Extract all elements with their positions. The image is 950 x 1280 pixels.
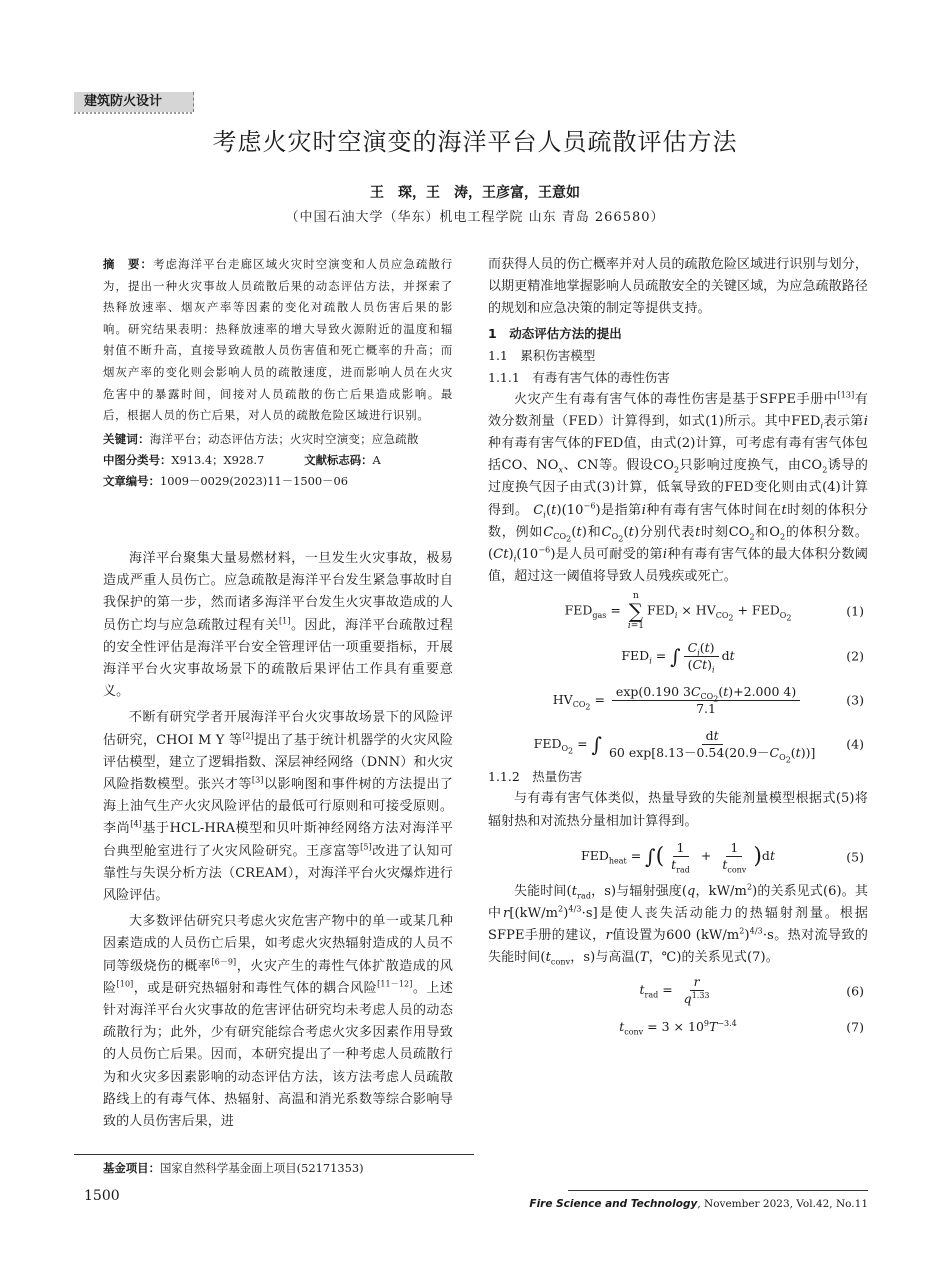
funding-label: 基金项目： bbox=[103, 1161, 160, 1175]
section-tag-stripes bbox=[74, 112, 194, 114]
incapacitation-paragraph: 失能时间($t_{rad}$，s)与辐射强度(q，$kW/m^2$)的关系见式(6)。其中$r[(kW/m^2)^{4/3}\cdot s]$是使人丧失活动能力的热辐射剂量。根据SFPE手册的建议，r值设置为600 $(kW/m^2)^{4/3}\cdot s$。热对流导致的失能时间($t_{conv}$，s)与高温(T，℃)的关系见式(7)。 bbox=[488, 882, 868, 968]
page-number: 1500 bbox=[84, 1188, 120, 1204]
equation-2-number: (2) bbox=[846, 648, 864, 664]
section-heading-1: 1 动态评估方法的提出 bbox=[488, 325, 622, 341]
intro-paragraph-3: 大多数评估研究只考虑火灾危害产物中的单一或某几种因素造成的人员伤亡后果，如考虑火灾热辐射造成的人员不同等级烧伤的概率[6－9]，火灾产生的毒性气体扩散造成的风险[10]，或是研究热辐射和毒性气体的耦合风险[11－12]。上述针对海洋平台火灾事故的危害评估研究均未考虑人员的动态疏散行为；此外，少有研究能综合考虑火灾多因素作用导致的人员伤亡后果。因而，本研究提出了一种考虑人员疏散行为和火灾多因素影响的动态评估方法，该方法考虑人员疏散路线上的有毒气体、热辐射、高温和消光系数等综合影响导致的人员伤害后果，进 bbox=[103, 914, 453, 1130]
equation-2: $FED_i$ = ∫ $\frac{C_i(t)}{(Ct)_i}$ dt (2) bbox=[621, 639, 864, 675]
authors: 王 琛，王 涛，王彦富，王意如 bbox=[370, 185, 580, 201]
affiliation: （中国石油大学（华东）机电工程学院 山东 青岛 266580） bbox=[285, 210, 665, 225]
equation-3: $HV_{CO_2}$ = $\frac{\exp(0.190 3C_{CO_2}(t)+2.000 4)}{7.1}$ (3) bbox=[552, 683, 864, 716]
journal-info bbox=[529, 1198, 868, 1210]
funding-text: 国家自然科学基金面上项目(52171353) bbox=[159, 1161, 364, 1175]
heat-paragraph: 与有毒有害气体类似，热量导致的失能剂量模型根据式(5)将辐射热和对流热分量相加计算得到。 bbox=[488, 791, 868, 829]
subsection-heading-1-1: 1.1 累积伤害模型 bbox=[488, 347, 596, 363]
abstract bbox=[103, 254, 453, 427]
equation-1: $FED_{gas}$ = n ∑ i=1 $FED_i \times HV_{CO_2} + FED_{O_2}$ (1) bbox=[564, 591, 864, 632]
classification bbox=[103, 450, 453, 471]
abstract-meta bbox=[103, 429, 453, 492]
clc-value: X913.4；X928.7 bbox=[171, 452, 265, 467]
toxic-gas-paragraph: 火灾产生有毒有害气体的毒性伤害是基于SFPE手册中[13]有效分数剂量（FED）计算得到，如式(1)所示。其中$FED_i$表示第i种有毒有害气体的FED值，由式(2)计算，可考虑有毒有害气体包括CO、$NO_x$、CN等。假设$CO_2$只影响过度换气，由$CO_2$诱导的过度换气因子由式(3)计算，低氧导致的FED变化则由式(4)计算得到。 $C_i(t)(10^{-6})$是指第i种有毒有害气体时间在t时刻的体积分数，例如$C_{CO_2}(t)$和$C_{O_2}(t)$分别代表t时刻$CO_2$和$O_2$的体积分数。$(Ct)_i(10^{-6})$是人员可耐受的第i种有毒有害气体的最大体积分数阈值，超过这一阈值将导致人员残疾或死亡。 bbox=[488, 390, 869, 585]
equation-5-number: (5) bbox=[846, 849, 864, 865]
doc-code-label: 文献标志码： bbox=[304, 452, 373, 467]
article-number bbox=[103, 471, 453, 492]
equation-1-number: (1) bbox=[846, 603, 864, 619]
equation-3-number: (3) bbox=[846, 692, 864, 708]
article-no-value: 1009－0029(2023)11－1500－06 bbox=[159, 473, 348, 488]
journal-rule bbox=[568, 1190, 868, 1191]
funding-note bbox=[103, 1160, 364, 1176]
equation-7: $t_{conv} = 3 \times 10^9T^{-3.4}$ (7) bbox=[619, 1019, 864, 1037]
subsection-heading-1-1-1: 1.1.1 有毒有害气体的毒性伤害 bbox=[488, 369, 670, 385]
clc-label: 中图分类号： bbox=[103, 452, 172, 467]
keywords bbox=[103, 429, 453, 450]
article-no-label: 文章编号： bbox=[103, 473, 160, 488]
section-tag: 建筑防火设计 bbox=[74, 92, 194, 112]
equation-7-number: (7) bbox=[846, 1019, 864, 1035]
equation-4: $FED_{O_2}$ = ∫ $\frac{dt}{60 \exp[8.13-0.54(20.9-C_{O_2}(t))]}$ (4) bbox=[533, 727, 864, 765]
equation-6-number: (6) bbox=[846, 983, 864, 999]
equation-4-number: (4) bbox=[846, 736, 864, 752]
intro-paragraph-cont: 而获得人员的伤亡概率并对人员的疏散危险区域进行识别与划分，以期更精准地掌握影响人员疏散安全的关键区域，为应急疏散路径的规划和应急决策的制定等提供支持。 bbox=[488, 257, 868, 317]
abstract-block bbox=[103, 254, 453, 492]
journal-name: Fire Science and Technology bbox=[529, 1198, 698, 1210]
doc-code-value: A bbox=[372, 452, 381, 467]
equation-5: $FED_{heat}$ = ∫( $\frac{1}{t_{rad}}$ + $\frac{1}{t_{conv}}$ )dt (5) bbox=[581, 840, 864, 875]
intro-paragraph-1: 海洋平台聚集大量易燃材料，一旦发生火灾事故，极易造成严重人员伤亡。应急疏散是海洋平台发生紧急事故时自我保护的第一步，然而诸多海洋平台发生火灾事故造成的人员伤亡均与应急疏散过程有关[1]。因此，海洋平台疏散过程的安全性评估是海洋平台安全管理评估一项重要指标，开展海洋平台火灾事故场景下的疏散后果评估工作具有重要意义。 bbox=[103, 551, 453, 700]
abstract-label: 摘 要： bbox=[103, 257, 154, 271]
right-column bbox=[488, 254, 868, 1042]
left-column bbox=[103, 548, 453, 1133]
abstract-text: 考虑海洋平台走廊区域火灾时空演变和人员应急疏散行为，提出一种火灾事故人员疏散后果的动态评估方法，并探索了热释放速率、烟灰产率等因素的变化对疏散人员伤害后果的影响。研究结果表明：热释放速率的增大导致火源附近的温度和辐射值不断升高，直接导致疏散人员伤害值和死亡概率的升高；而烟灰产率的变化则会影响人员的疏散速度，进而影响人员在火灾危害中的暴露时间，间接对人员疏散的伤亡后果造成影响。最后，根据人员的伤亡后果，对人员的疏散危险区域进行识别。 bbox=[103, 257, 453, 423]
keywords-label: 关键词： bbox=[103, 431, 150, 446]
subsection-heading-1-1-2: 1.1.2 热量伤害 bbox=[488, 769, 583, 785]
keywords-text: 海洋平台；动态评估方法；火灾时空演变；应急疏散 bbox=[149, 431, 419, 446]
footnote-rule bbox=[74, 1154, 474, 1155]
intro-paragraph-2: 不断有研究学者开展海洋平台火灾事故场景下的风险评估研究，CHOI M Y 等[2]提出了基于统计机器学的火灾风险评估模型，建立了逻辑指数、深层神经网络（DNN）和火灾风险指数模型。张兴才等[3]以影响图和事件树的方法提出了海上油气生产火灾风险评估的最低可行原则和可接受原则。李尚[4]基于HCL-HRA模型和贝叶斯神经网络方法对海洋平台典型舱室进行了火灾风险研究。王彦富等[5]改进了认知可靠性与失误分析方法（CREAM），对海洋平台火灾爆炸进行风险评估。 bbox=[103, 710, 453, 904]
journal-issue: , November 2023, Vol.42, No.11 bbox=[697, 1198, 868, 1210]
paper-title: 考虑火灾时空演变的海洋平台人员疏散评估方法 bbox=[212, 128, 738, 156]
equation-6: $t_{rad}$ = $\frac{r}{q^{1.33}}$ (6) bbox=[639, 974, 864, 1007]
